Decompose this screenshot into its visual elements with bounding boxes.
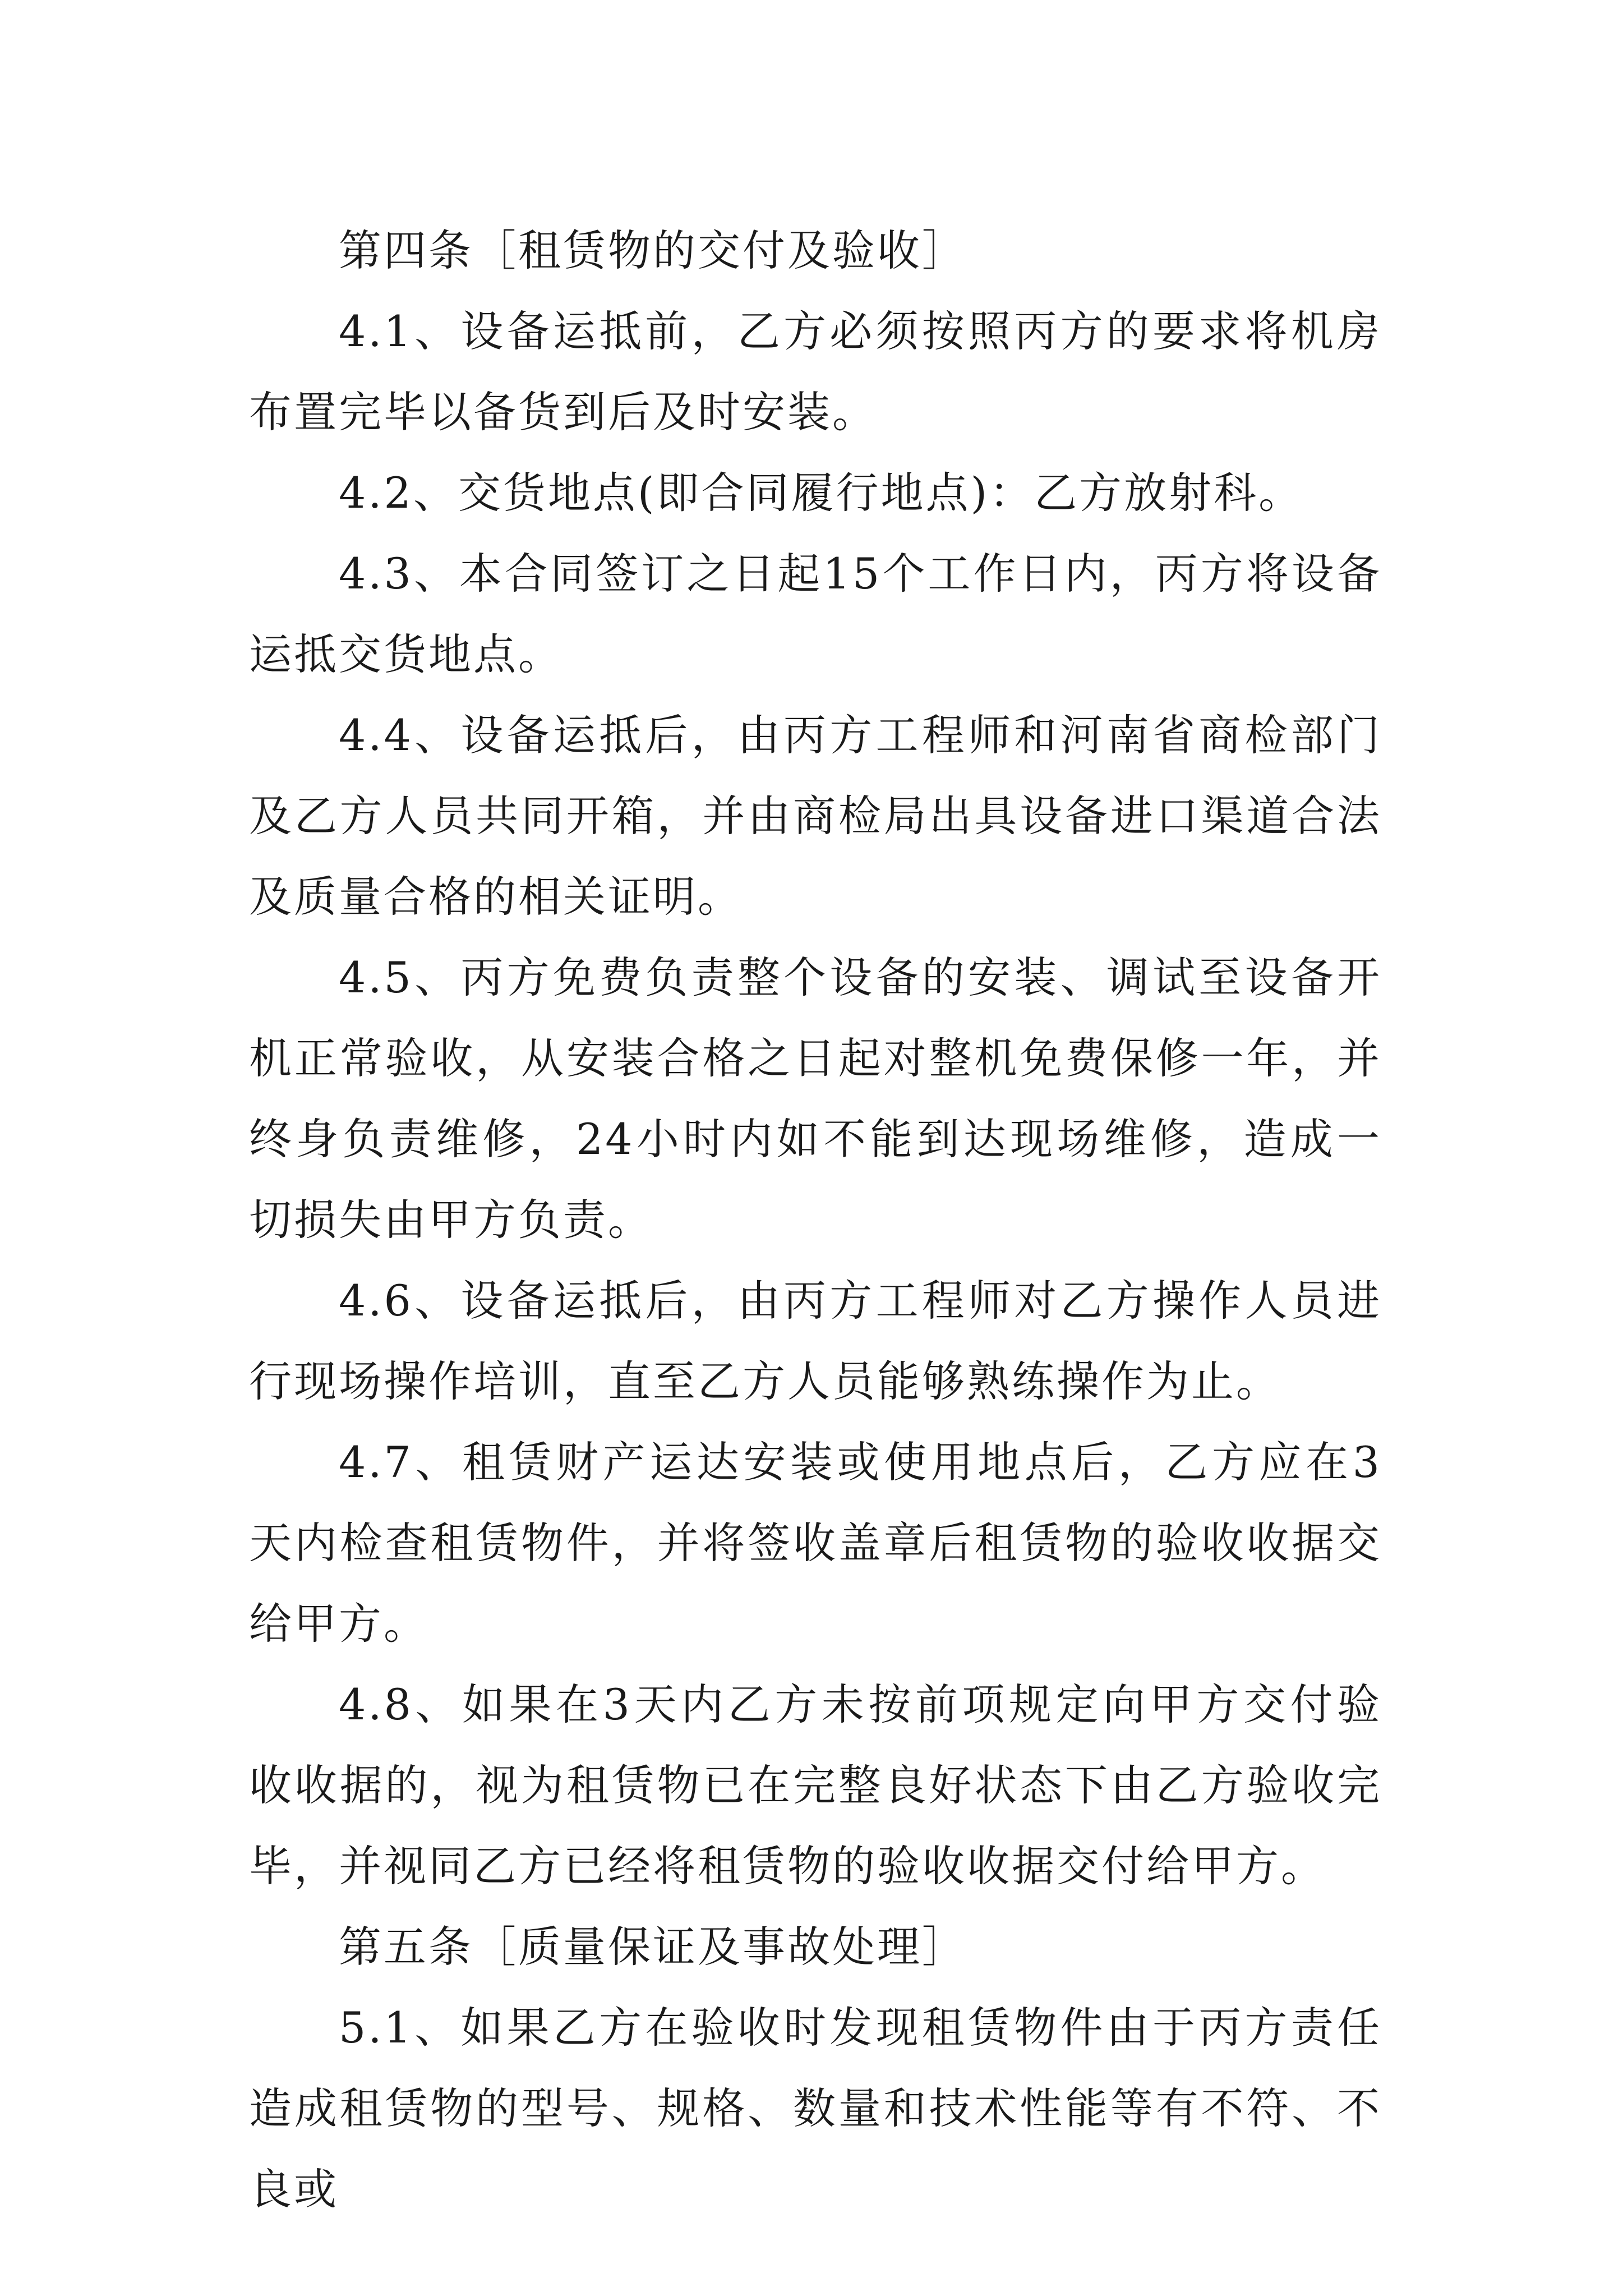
clause-4-7: 4.7、租赁财产运达安装或使用地点后，乙方应在3天内检查租赁物件，并将签收盖章后租赁物的验收收据交给甲方。	[249, 1437, 1382, 1649]
clause-4-8: 4.8、如果在3天内乙方未按前项规定向甲方交付验收收据的，视为租赁物已在完整良好状态下由乙方验收完毕，并视同乙方已经将租赁物的验收收据交付给甲方。	[249, 1680, 1382, 1891]
article-5-heading: 第五条［质量保证及事故处理］	[339, 1922, 967, 1972]
clause-4-2: 4.2、交货地点(即合同履行地点)：乙方放射科。	[339, 468, 1304, 518]
clause-4-1: 4.1、设备运抵前，乙方必须按照丙方的要求将机房布置完毕以备货到后及时安装。	[249, 306, 1382, 437]
clause-4-3: 4.3、本合同签订之日起15个工作日内，丙方将设备运抵交货地点。	[249, 549, 1382, 679]
clause-4-6: 4.6、设备运抵后，由丙方工程师对乙方操作人员进行现场操作培训，直至乙方人员能够熟练操作为止。	[249, 1276, 1382, 1406]
clause-5-1: 5.1、如果乙方在验收时发现租赁物件由于丙方责任造成租赁物的型号、规格、数量和技术性能等有不符、不良或	[249, 2003, 1382, 2214]
document-body	[249, 210, 1382, 2230]
clause-4-5: 4.5、丙方免费负责整个设备的安装、调试至设备开机正常验收，从安装合格之日起对整机免费保修一年，并终身负责维修，24小时内如不能到达现场维修，造成一切损失由甲方负责。	[249, 953, 1382, 1245]
article-4-heading: 第四条［租赁物的交付及验收］	[339, 226, 967, 275]
clause-4-4: 4.4、设备运抵后，由丙方工程师和河南省商检部门及乙方人员共同开箱，并由商检局出具设备进口渠道合法及质量合格的相关证明。	[249, 710, 1382, 922]
